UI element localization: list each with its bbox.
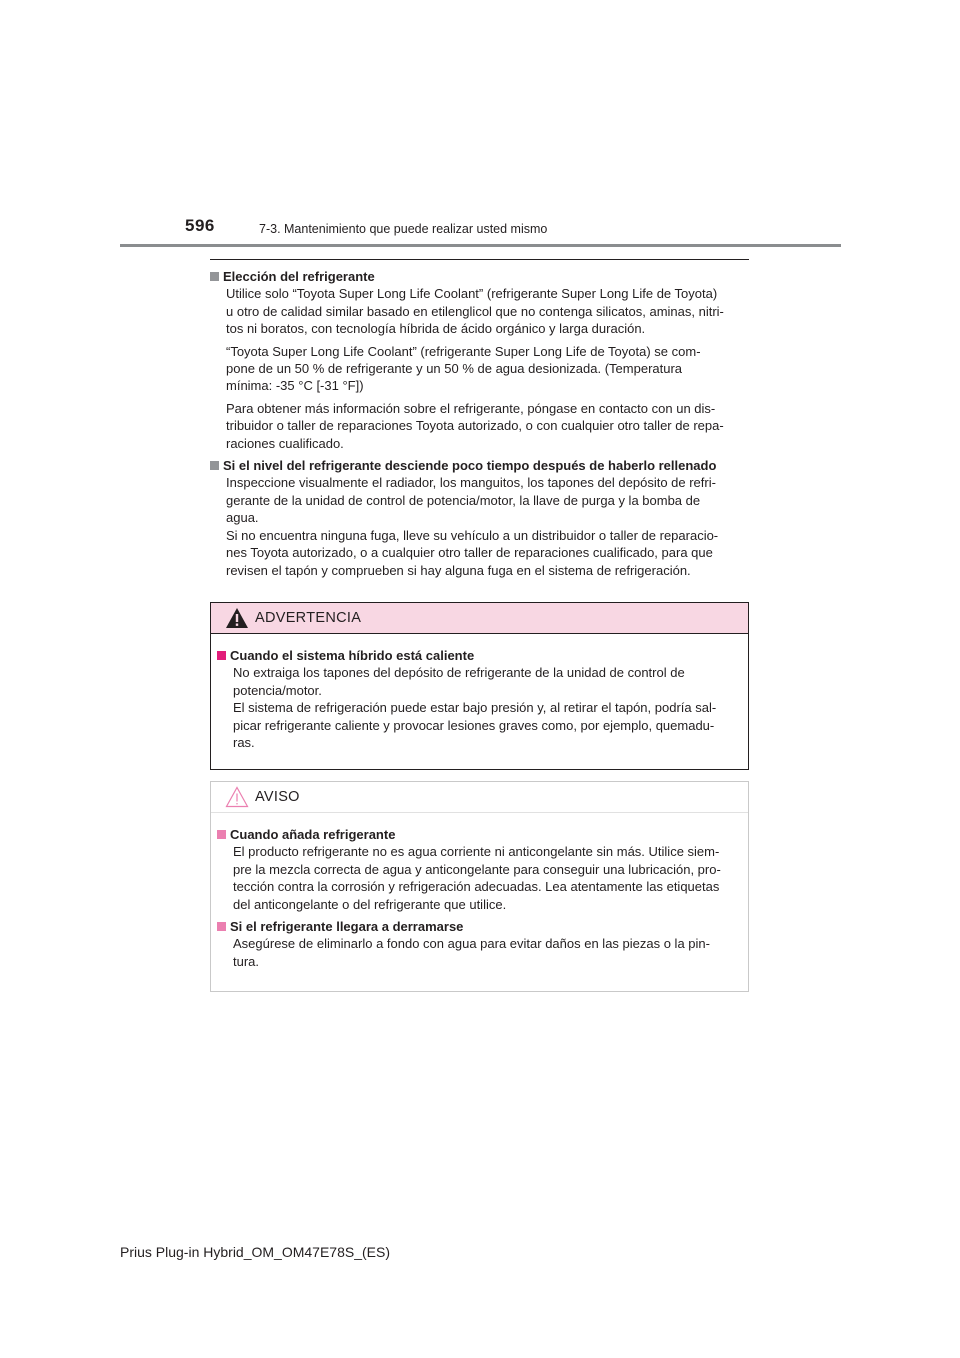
section-title: 7-3. Mantenimiento que puede realizar usted mismo (259, 222, 548, 236)
caution-triangle-outline-icon (225, 786, 249, 808)
notice-label: AVISO (255, 789, 300, 805)
warning-item (217, 647, 740, 751)
notice-item (217, 826, 740, 913)
warning-triangle-icon (225, 607, 249, 629)
section-heading: Elección del refrigerante (210, 268, 745, 285)
square-bullet-icon (217, 922, 226, 931)
notice-header (211, 782, 748, 813)
notice-item-heading: Cuando añada refrigerante (217, 826, 740, 843)
paragraph: Para obtener más información sobre el refrigerante, póngase en contacto con un dis- tribuidor o taller de reparaciones Toyota autorizado, o con cualquier otro taller de repa- raciones cualificado. (226, 400, 724, 451)
square-bullet-icon (217, 830, 226, 839)
footer-document-id: Prius Plug-in Hybrid_OM_OM47E78S_(ES) (120, 1244, 390, 1260)
paragraph: Utilice solo “Toyota Super Long Life Coolant” (refrigerante Super Long Life de Toyota) u otro de calidad similar basado en etilenglicol que no contenga silicatos, aminas, nitri- tos ni boratos, con tecnología híbrida de ácido orgánico y larga duración. (226, 286, 724, 337)
notice-box (210, 781, 749, 992)
paragraph: El producto refrigerante no es agua corriente ni anticongelante sin más. Utilice siem- pre la mezcla correcta de agua y anticongelante para conseguir una lubricación, pro- tección contra la corrosión y refrigeración adecuadas. Lea atentamente las etiquetas del anticongelante o del refrigerante que utilice. (233, 844, 721, 912)
square-bullet-icon (210, 461, 219, 470)
header-rule (120, 244, 841, 247)
section-heading: Si el nivel del refrigerante desciende poco tiempo después de haberlo rellenado (210, 457, 745, 474)
content-rule (210, 259, 749, 260)
paragraph: Inspeccione visualmente el radiador, los manguitos, los tapones del depósito de refri- gerante de la unidad de control de potencia/motor, la llave de purga y la bomba de agua. Si no encuentra ninguna fuga, lleve su vehículo a un distribuidor o taller de reparacio- nes Toyota autorizado, o a cualquier otro taller de reparaciones cualificado, para que revisen el tapón y comprueben si hay alguna fuga en el sistema de refrigeración. (226, 475, 719, 578)
square-bullet-icon (210, 272, 219, 281)
warning-item-heading: Cuando el sistema híbrido está caliente (217, 647, 740, 664)
warning-label: ADVERTENCIA (255, 610, 362, 626)
warning-body (211, 634, 748, 751)
square-bullet-icon (217, 651, 226, 660)
notice-item-heading: Si el refrigerante llegara a derramarse (217, 918, 740, 935)
main-content (210, 268, 745, 584)
notice-body (211, 813, 748, 970)
section-coolant-choice (210, 268, 745, 452)
page-number: 596 (185, 216, 215, 235)
warning-header (211, 603, 748, 634)
warning-box (210, 602, 749, 770)
paragraph: “Toyota Super Long Life Coolant” (refrigerante Super Long Life de Toyota) se com- pone de un 50 % de refrigerante y un 50 % de agua desionizada. (Temperatura mínima: -35 °C [-31 °F]) (226, 343, 701, 394)
paragraph: No extraiga los tapones del depósito de refrigerante de la unidad de control de potencia/motor. El sistema de refrigeración puede estar bajo presión y, al retirar el tapón, podría sal- picar refrigerante caliente y provocar lesiones graves como, por ejemplo, quemadu- ras. (233, 665, 717, 751)
section-coolant-level-drop (210, 457, 745, 579)
paragraph: Asegúrese de eliminarlo a fondo con agua para evitar daños en las piezas o la pin- tura. (233, 936, 710, 969)
notice-item (217, 918, 740, 970)
